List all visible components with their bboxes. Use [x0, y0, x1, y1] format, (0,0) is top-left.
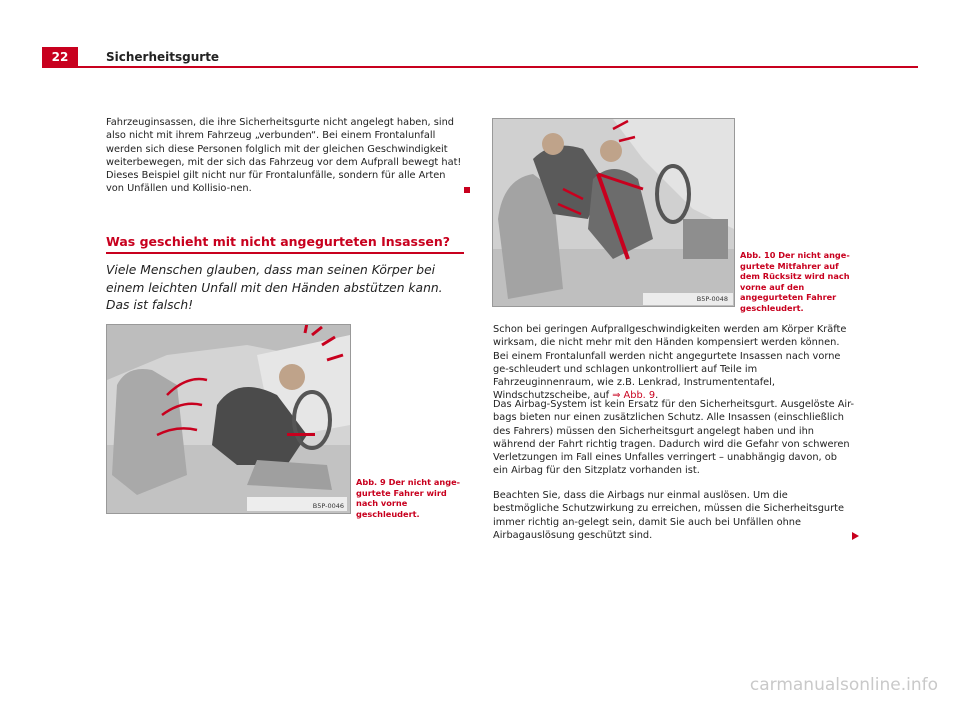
section-heading: Was geschieht mit nicht angegurteten Insassen? — [106, 234, 451, 249]
header-rule — [42, 66, 918, 68]
figure-9-image — [106, 324, 351, 514]
figure-9-illustration — [107, 325, 350, 513]
figure-10-image — [492, 118, 735, 307]
figure-9-caption: Abb. 9 Der nicht ange-gurtete Fahrer wird nach vorne geschleudert. — [356, 477, 461, 519]
right-paragraph-1-end: . — [655, 390, 659, 402]
intro-text: Viele Menschen glauben, dass man seinen Körper bei einem leichten Unfall mit den Händen abstützen kann. Das ist falsch! — [106, 263, 443, 312]
page-number: 22 — [42, 47, 78, 67]
chapter-title: Sicherheitsgurte — [106, 50, 220, 64]
right-paragraph-3: Beachten Sie, dass die Airbags nur einmal auslösen. Um die bestmögliche Schutzwirkung zu erreichen, müssen die Sicherheitsgurte immer richtig an-gelegt sein, damit Sie auch bei Unfällen ohne Airbagauslösung geschützt sind. — [493, 490, 845, 541]
figure-10-code: B5P-0048 — [696, 295, 728, 303]
watermark: carmanualsonline.info — [749, 675, 938, 695]
figure-9-code: B5P-0046 — [312, 502, 344, 510]
figure-10-illustration — [493, 119, 734, 306]
right-paragraph-1 — [493, 323, 855, 403]
right-paragraph-2: Das Airbag-System ist kein Ersatz für den Sicherheitsgurt. Ausgelöste Air-bags bieten nur einen zusätzlichen Schutz. Alle Insassen (einschließlich des Fahrers) müssen den Sicherheitsgurt angelegt haben und ihn während der Fahrt richtig tragen. Dadurch wird die Gefahr von schweren Verletzungen im Fall eines Unfalles verringert – unabhängig davon, ob ein Airbag für den Sitzplatz vorhanden ist. — [493, 399, 855, 477]
continue-arrow-icon — [852, 532, 859, 540]
right-paragraph-1-text: Schon bei geringen Aufprallgeschwindigkeiten werden am Körper Kräfte wirksam, die nicht mehr mit den Händen kompensiert werden können. Bei einem Frontalunfall werden nicht angegurtete Insassen nach vorne ge-schleudert und schlagen unkontrolliert auf Teile im Fahrzeuginnenraum, wie z.B. Lenkrad, Instrumententafel, Windschutzscheibe, auf — [493, 324, 847, 402]
section-rule — [106, 252, 464, 254]
figure-9-reference-link[interactable]: ⇒ Abb. 9 — [612, 390, 656, 402]
end-of-section-marker — [464, 187, 470, 193]
left-paragraph-1: Fahrzeuginsassen, die ihre Sicherheitsgurte nicht angelegt haben, sind also nicht mit ihrem Fahrzeug „verbunden“. Bei einem Frontalunfall werden sich diese Personen folglich mit der gleichen Geschwindigkeit weiterbewegen, mit der sich das Fahrzeug vor dem Aufprall bewegt hat! Dieses Beispiel gilt nicht nur für Frontalunfälle, sondern für alle Arten von Unfällen und Kollisio-nen. — [106, 117, 462, 195]
figure-10-caption: Abb. 10 Der nicht ange-gurtete Mitfahrer auf dem Rücksitz wird nach vorne auf den angegurteten Fahrer geschleudert. — [740, 250, 850, 313]
